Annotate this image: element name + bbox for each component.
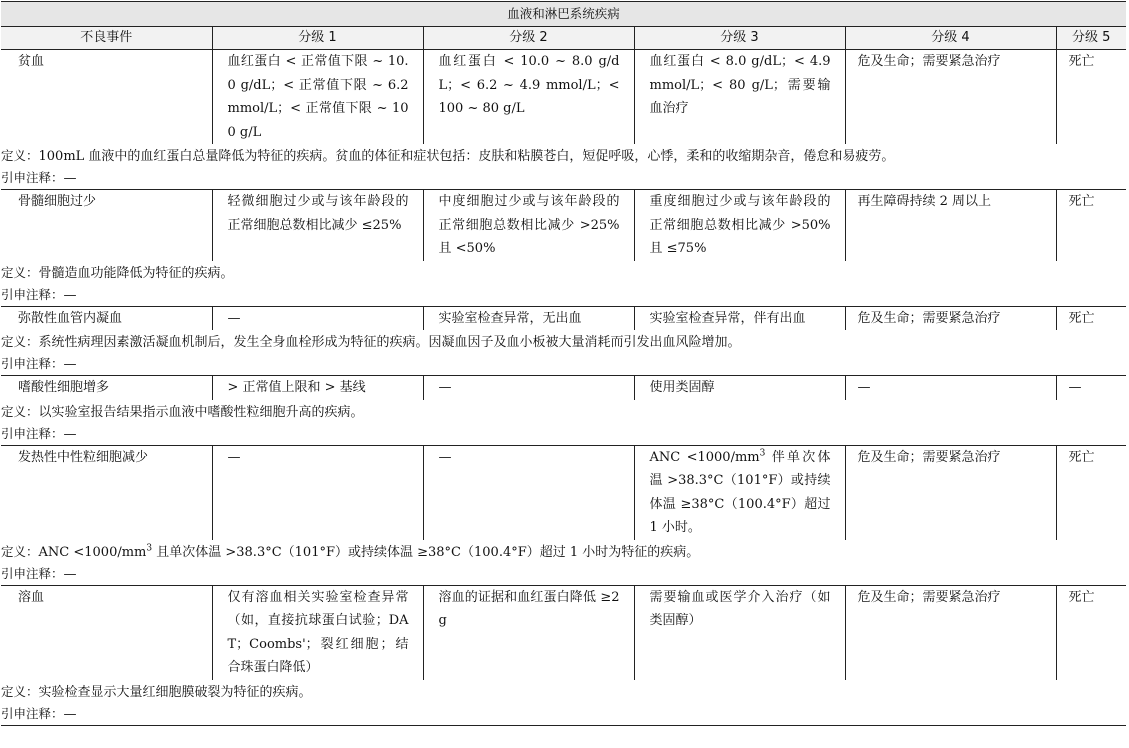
definition-label: 定义： <box>1 264 39 280</box>
definition-row <box>1 330 1126 354</box>
definition-label: 定义： <box>1 683 39 699</box>
grade-2-cell: — <box>423 376 634 400</box>
grade-2-cell: 溶血的证据和血红蛋白降低 ≥2 g <box>423 585 634 680</box>
grade-4-cell: 再生障碍持续 2 周以上 <box>845 190 1056 261</box>
definition-text: 骨髓造血功能降低为特征的疾病。 <box>38 265 234 281</box>
grade-1-cell: — <box>212 445 423 540</box>
definition-label: 定义： <box>1 543 39 559</box>
grade-2-cell: 中度细胞过少或与该年龄段的正常细胞总数相比减少 >25% 且 <50% <box>423 190 634 261</box>
grade-3-cell: 需要输血或医学介入治疗（如类固醇） <box>634 585 845 680</box>
grade-1-cell: 仅有溶血相关实验室检查异常（如，直接抗球蛋白试验；DAT；Coombs'；裂红细胞；结合珠蛋白降低） <box>212 585 423 680</box>
header-adverse-event: 不良事件 <box>1 27 212 50</box>
grade-3-text-a: ANC <1000/mm <box>649 449 760 465</box>
grade-3-cell: 重度细胞过少或与该年龄段的正常细胞总数相比减少 >50% 且 ≤75% <box>634 190 845 261</box>
table-row <box>1 585 1126 680</box>
definition-text: 100mL 血液中的血红蛋白总量降低为特征的疾病。贫血的体征和症状包括：皮肤和粘膜苍白，短促呼吸，心悸，柔和的收缩期杂音，倦怠和易疲劳。 <box>38 149 895 164</box>
grade-5-cell: 死亡 <box>1056 50 1126 145</box>
grade-3-cell: 实验室检查异常，伴有出血 <box>634 306 845 330</box>
definition-text: 以实验室报告结果指示血液中嗜酸性粒细胞升高的疾病。 <box>38 404 364 420</box>
note-label: 引申注释： <box>1 286 64 302</box>
grade-2-cell: 实验室检查异常，无出血 <box>423 306 634 330</box>
grade-1-cell: > 正常值上限和 > 基线 <box>212 376 423 400</box>
definition-row <box>1 680 1126 704</box>
note-row <box>1 424 1126 446</box>
grade-1-cell: 血红蛋白 < 正常值下限 ~ 10.0 g/dL；< 正常值下限 ~ 6.2 mmol/L；< 正常值下限 ~ 100 g/L <box>212 50 423 145</box>
grade-3-text-b: 伴单次体温 >38.3°C（101°F）或持续体温 ≥38°C（100.4°F）超过 1 小时。 <box>649 449 831 535</box>
definition-row <box>1 144 1126 168</box>
grade-4-cell: 危及生命；需要紧急治疗 <box>845 585 1056 680</box>
note-text: — <box>63 357 77 372</box>
grade-2-cell: — <box>423 445 634 540</box>
event-name: 嗜酸性细胞增多 <box>18 380 110 395</box>
definition-text-b: 且单次体温 >38.3°C（101°F）或持续体温 ≥38°C（100.4°F）超过 1 小时为特征的疾病。 <box>152 544 700 560</box>
note-label: 引申注释： <box>1 425 64 441</box>
event-name: 贫血 <box>18 54 45 69</box>
table-row <box>1 376 1126 400</box>
note-text: — <box>63 171 77 186</box>
grade-5-cell: 死亡 <box>1056 445 1126 540</box>
note-row <box>1 704 1126 726</box>
note-row <box>1 354 1126 376</box>
grade-3-cell: 血红蛋白 < 8.0 g/dL；< 4.9 mmol/L；< 80 g/L；需要输血治疗 <box>634 50 845 145</box>
note-text: — <box>63 287 77 303</box>
note-text: — <box>63 706 77 722</box>
definition-row <box>1 400 1126 424</box>
table-row <box>1 190 1126 261</box>
definition-text-a: ANC <1000/mm <box>38 544 147 560</box>
definition-label: 定义： <box>1 334 39 349</box>
table-row <box>1 306 1126 330</box>
grade-1-cell: 轻微细胞过少或与该年龄段的正常细胞总数相比减少 ≤25% <box>212 190 423 261</box>
grade-2-cell: 血红蛋白 < 10.0 ~ 8.0 g/dL；< 6.2 ~ 4.9 mmol/L；< 100 ~ 80 g/L <box>423 50 634 145</box>
grade-3-cell: 使用类固醇 <box>634 376 845 400</box>
grade-4-cell: 危及生命；需要紧急治疗 <box>845 445 1056 540</box>
definition-superscript: 3 <box>146 543 153 554</box>
grade-4-cell: 危及生命；需要紧急治疗 <box>845 306 1056 330</box>
note-row <box>1 285 1126 307</box>
grade-4-cell: 危及生命；需要紧急治疗 <box>845 50 1056 145</box>
definition-text: 实验检查显示大量红细胞膜破裂为特征的疾病。 <box>38 684 312 700</box>
table-title: 血液和淋巴系统疾病 <box>1 2 1126 27</box>
grade-5-cell: 死亡 <box>1056 306 1126 330</box>
header-row <box>1 27 1126 50</box>
adverse-event-table <box>1 1 1126 726</box>
event-name: 溶血 <box>18 589 45 605</box>
grade-5-cell: 死亡 <box>1056 190 1126 261</box>
note-text: — <box>63 566 77 582</box>
grade-5-cell: — <box>1056 376 1126 400</box>
grade-3-superscript: 3 <box>759 448 766 459</box>
table-row <box>1 445 1126 540</box>
grade-5-cell: 死亡 <box>1056 585 1126 680</box>
note-label: 引申注释： <box>1 565 64 581</box>
note-label: 引申注释： <box>1 356 64 371</box>
header-grade-2: 分级 2 <box>423 27 634 50</box>
definition-row <box>1 261 1126 285</box>
definition-text: 系统性病理因素激活凝血机制后，发生全身血栓形成为特征的疾病。因凝血因子及血小板被大量消耗而引发出血风险增加。 <box>38 335 741 350</box>
grade-1-cell: — <box>212 306 423 330</box>
note-label: 引申注释： <box>1 170 64 185</box>
event-name: 弥散性血管内凝血 <box>18 310 123 326</box>
header-grade-5: 分级 5 <box>1056 27 1126 50</box>
header-grade-3: 分级 3 <box>634 27 845 50</box>
note-row <box>1 168 1126 190</box>
definition-label: 定义： <box>1 148 39 163</box>
grade-3-cell <box>634 445 845 540</box>
definition-row <box>1 540 1126 564</box>
grade-4-cell: — <box>845 376 1056 400</box>
note-row <box>1 564 1126 586</box>
header-grade-4: 分级 4 <box>845 27 1056 50</box>
event-name: 骨髓细胞过少 <box>18 194 97 209</box>
event-name: 发热性中性粒细胞减少 <box>18 449 149 465</box>
table-row <box>1 50 1126 145</box>
note-label: 引申注释： <box>1 705 64 721</box>
note-text: — <box>63 426 77 442</box>
definition-label: 定义： <box>1 403 39 419</box>
header-grade-1: 分级 1 <box>212 27 423 50</box>
